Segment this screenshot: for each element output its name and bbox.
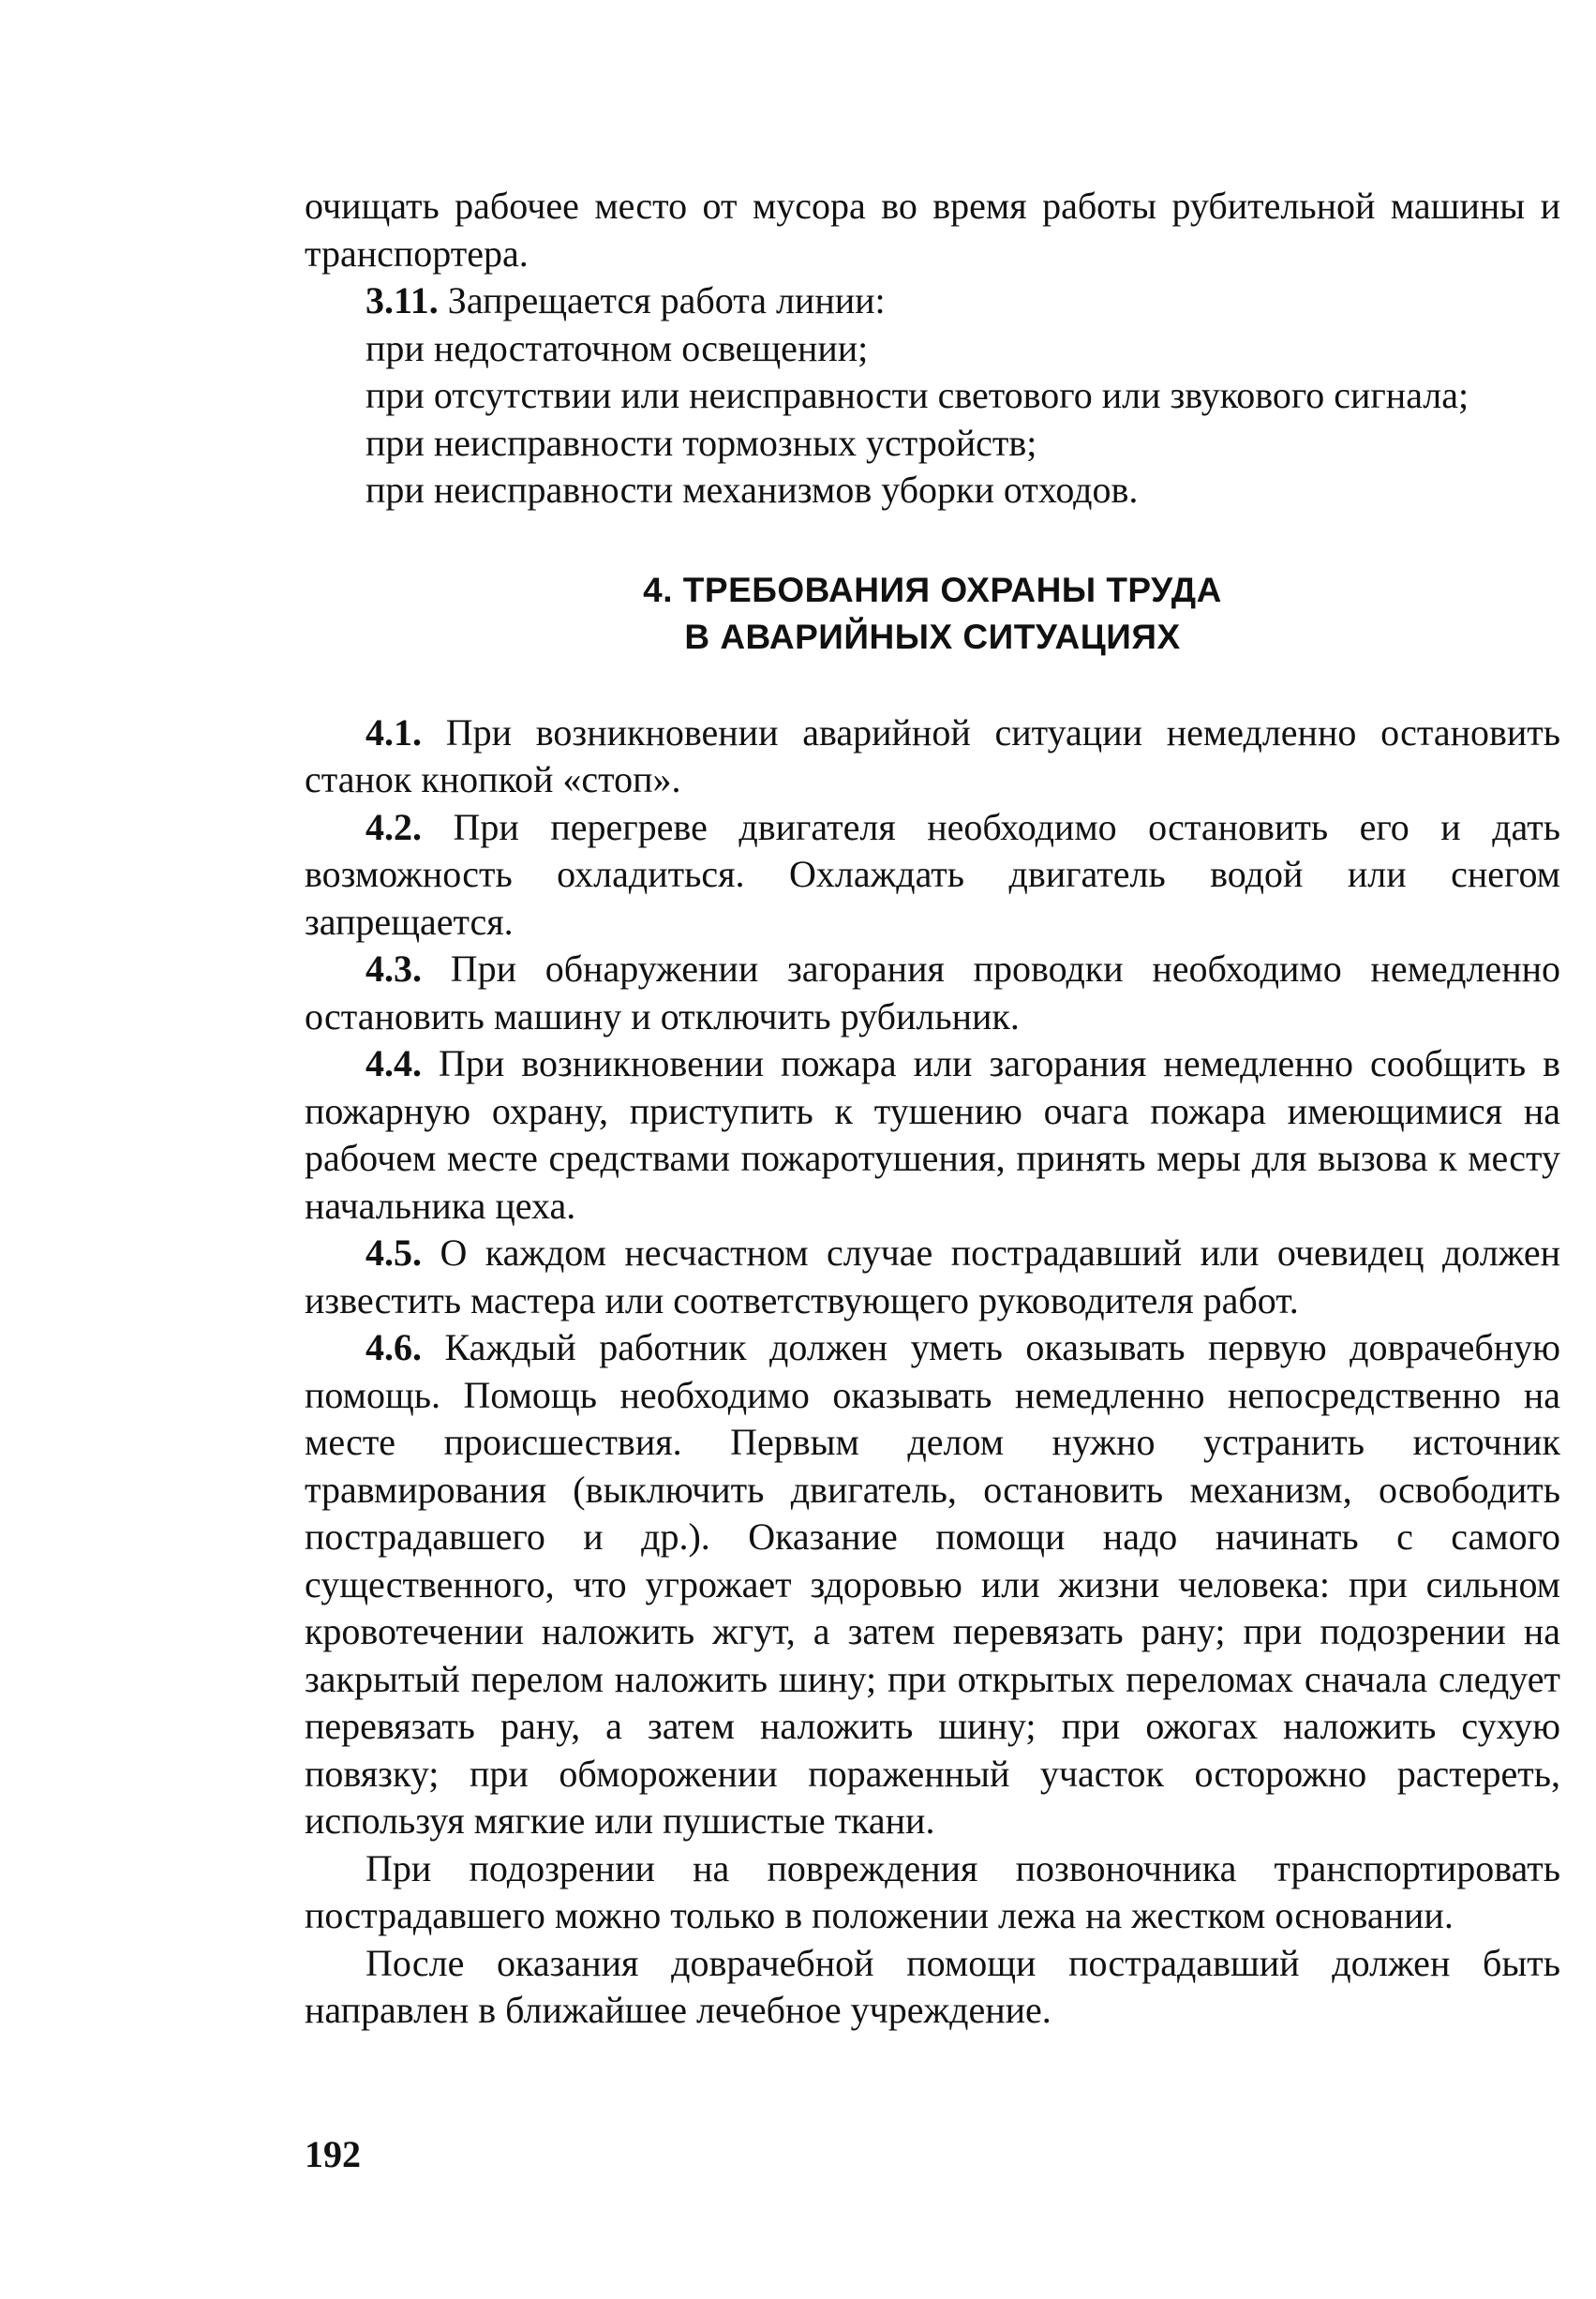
paragraph-4-3 [305,946,1560,1040]
clause-number: 4.6. [365,1326,422,1368]
clause-text: О каждом несчастном случае пострадавший или очевидец должен известить мастера или соответствующего руководителя работ. [305,1232,1561,1321]
clause-number: 3.11. [365,279,439,321]
paragraph-3-11 [305,277,1560,325]
paragraph-4-6 [305,1324,1560,1845]
clause-text: Запрещается работа линии: [447,279,886,321]
paragraph: После оказания доврачебной помощи пострадавший должен быть направлен в ближайшее лечебное учреждение. [305,1941,1560,2031]
clause-text: При обнаружении загорания проводки необходимо немедленно остановить машину и отключить рубильник. [305,948,1560,1038]
list-item: при отсутствии или неисправности светового или звукового сигнала; [365,374,1469,416]
page-number: 192 [305,2133,361,2175]
section-heading-line: 4. ТРЕБОВАНИЯ ОХРАНЫ ТРУДА [643,570,1222,609]
section-heading [305,567,1560,661]
clause-number: 4.5. [365,1232,422,1274]
clause-number: 4.1. [365,710,422,754]
continuation-paragraph: очищать рабочее место от мусора во время работы рубительной машины и транспортера. [305,185,1560,275]
paragraph-4-2 [305,804,1560,947]
clause-number: 4.4. [365,1042,422,1084]
section-heading-line: В АВАРИЙНЫХ СИТУАЦИЯХ [684,617,1181,656]
page-body [305,183,1560,2035]
paragraph-4-4 [305,1040,1560,1230]
paragraph-4-5 [305,1230,1560,1324]
paragraph: При подозрении на повреждения позвоночника транспортировать пострадавшего можно только в положении лежа на жестком основании. [305,1846,1560,1936]
list-item: при неисправности тормозных устройств; [365,421,1037,464]
clause-text: При возникновении пожара или загорания немедленно сообщить в пожарную охрану, приступить к тушению очага пожара имеющимися на рабочем месте средствами пожаротушения, принять меры для вызова к месту начальника цеха. [305,1042,1560,1227]
list-item: при недостаточном освещении; [365,326,869,369]
clause-text: Каждый работник должен уметь оказывать первую доврачебную помощь. Помощь необходимо оказывать немедленно непосредственно на месте происшествия. Первым делом нужно устранить источник травмирования (выключить двигатель, остановить механизм, освободить пострадавшего и др.). Оказание помощи надо начинать с самого существенного, что угрожает здоровью или жизни человека: при сильном кровотечении наложить жгут, а затем перевязать рану; при подозрении на закрытый перелом наложить шину; при открытых переломах сначала следует перевязать рану, а затем наложить шину; при ожогах наложить сухую повязку; при обморожении пораженный участок осторожно растереть, используя мягкие или пушистые ткани. [305,1326,1560,1842]
paragraph-4-1 [305,709,1560,804]
clause-text: При перегреве двигателя необходимо остановить его и дать возможность охладиться. Охлаждать двигатель водой или снегом запрещается. [305,805,1560,943]
clause-text: При возникновении аварийной ситуации немедленно остановить станок кнопкой «стоп». [305,710,1560,800]
clause-number: 4.3. [365,948,422,990]
list-item: при неисправности механизмов уборки отходов. [365,469,1139,511]
clause-number: 4.2. [365,805,422,848]
